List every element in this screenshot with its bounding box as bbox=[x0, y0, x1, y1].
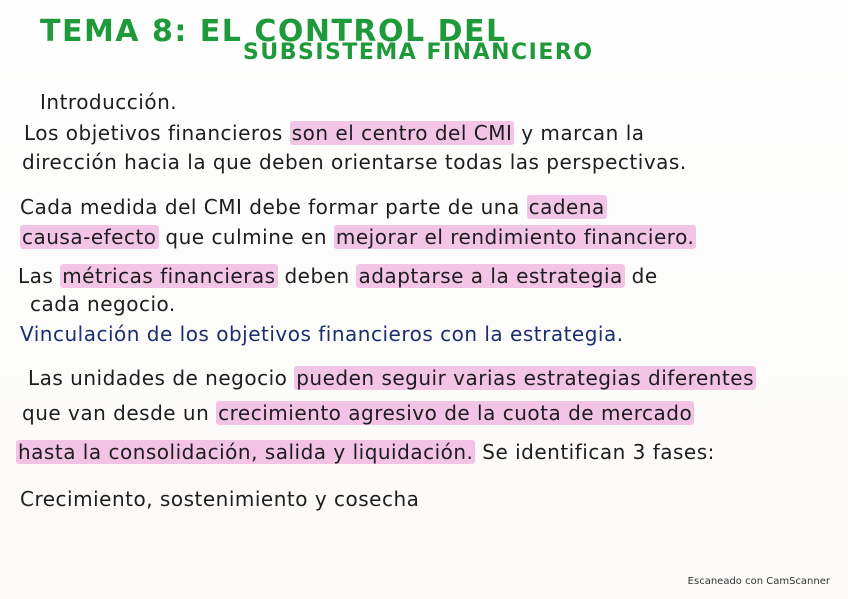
highlight: son el centro del CMI bbox=[291, 121, 513, 145]
text-span: Las unidades de negocio bbox=[28, 366, 295, 390]
p3-line-2: cada negocio. bbox=[30, 292, 176, 316]
highlight: adaptarse a la estrategia bbox=[358, 264, 623, 288]
title-line-2: SUBSISTEMA FINANCIERO bbox=[243, 40, 594, 65]
p2-line-2 bbox=[20, 225, 696, 249]
highlight: causa-efecto bbox=[22, 225, 157, 249]
p4-line-1 bbox=[28, 366, 756, 390]
text-span: que van desde un bbox=[22, 401, 217, 425]
scanner-watermark: Escaneado con CamScanner bbox=[687, 576, 830, 587]
highlight: crecimiento agresivo de la cuota de mercado bbox=[218, 401, 693, 425]
text-span: Cada medida del CMI debe formar parte de una bbox=[20, 195, 527, 219]
highlight: hasta la consolidación, salida y liquidación. bbox=[18, 440, 474, 464]
highlight: pueden seguir varias estrategias diferentes bbox=[296, 366, 754, 390]
highlight: cadena bbox=[528, 195, 605, 219]
text-span: de bbox=[624, 264, 658, 288]
text-span: y marcan la bbox=[514, 121, 645, 145]
p4-line-2 bbox=[22, 401, 694, 425]
p2-line-1 bbox=[20, 195, 607, 219]
text-span: deben bbox=[277, 264, 357, 288]
title-line-1: TEMA 8: EL CONTROL DEL bbox=[40, 14, 507, 49]
blue-heading: Vinculación de los objetivos financieros con la estrategia. bbox=[20, 322, 624, 346]
highlight: métricas financieras bbox=[62, 264, 276, 288]
p1-line-2: dirección hacia la que deben orientarse todas las perspectivas. bbox=[22, 150, 687, 174]
p3-line-1 bbox=[18, 264, 658, 288]
p4-line-3 bbox=[16, 440, 715, 464]
text-span: que culmine en bbox=[158, 225, 334, 249]
p1-line-1 bbox=[24, 121, 645, 145]
intro-heading: Introducción. bbox=[40, 90, 178, 114]
highlight: mejorar el rendimiento financiero. bbox=[335, 225, 695, 249]
text-span: Las bbox=[18, 264, 61, 288]
text-span: Se identifican 3 fases: bbox=[475, 440, 715, 464]
phases-line: Crecimiento, sostenimiento y cosecha bbox=[20, 487, 420, 511]
text-span: Los objetivos financieros bbox=[24, 121, 290, 145]
